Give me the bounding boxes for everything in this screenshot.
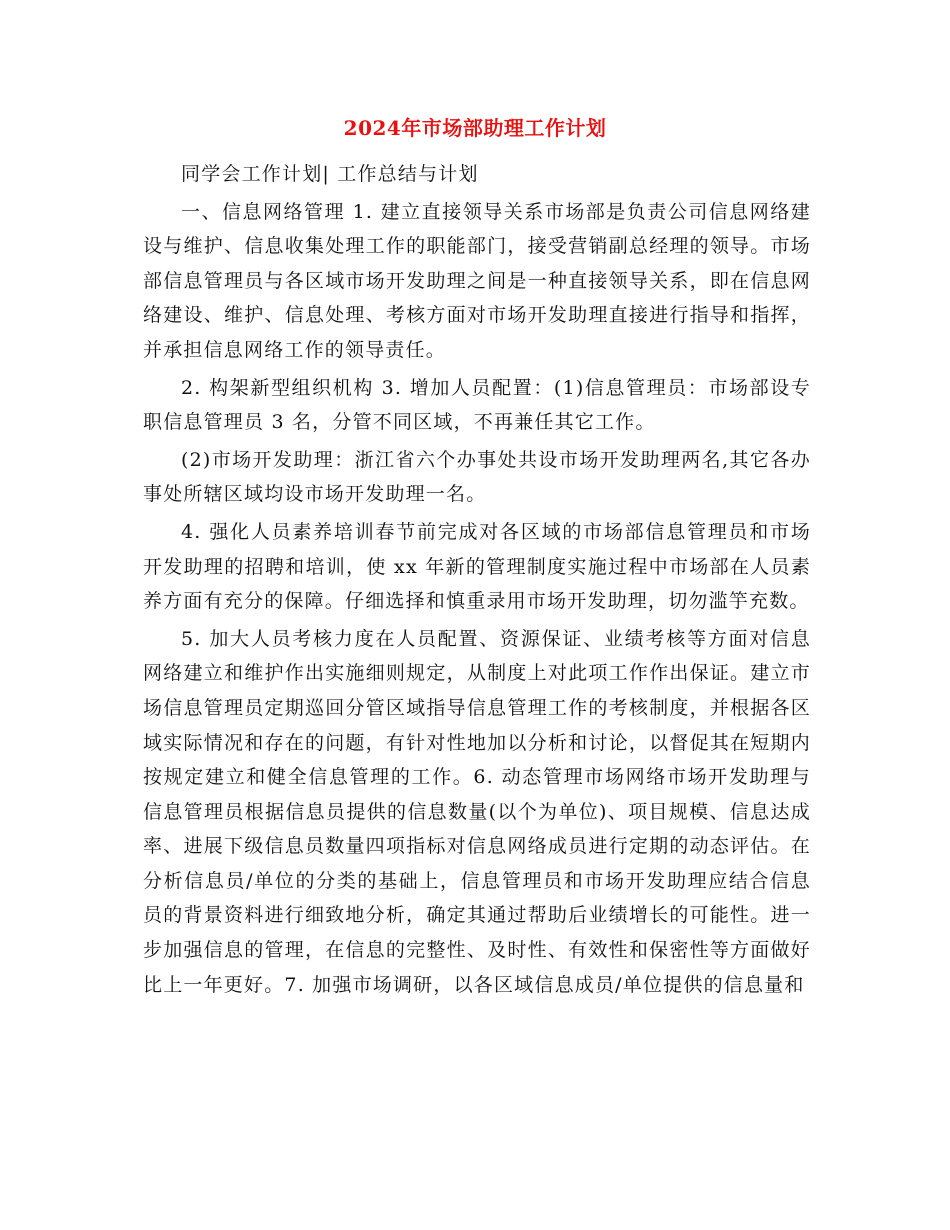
paragraph-subtitle: 同学会工作计划| 工作总结与计划	[181, 163, 479, 185]
paragraph-market-assistant: (2)市场开发助理：浙江省六个办事处共设市场开发助理两名,其它各办事处所辖区域均设市场开发助理一名。	[143, 448, 811, 506]
document-body	[143, 157, 811, 1002]
paragraph-staffing: 2. 构架新型组织机构 3. 增加人员配置：(1)信息管理员：市场部设专职信息管理员 3 名，分管不同区域，不再兼任其它工作。	[143, 376, 811, 434]
paragraph-training: 4. 强化人员素养培训春节前完成对各区域的市场部信息管理员和市场开发助理的招聘和培训，使 xx 年新的管理制度实施过程中市场部在人员素养方面有充分的保障。仔细选择和慎重录用市场开发助理，切勿滥竽充数。	[143, 520, 811, 613]
paragraph-info-network: 一、信息网络管理 1. 建立直接领导关系市场部是负责公司信息网络建设与维护、信息收集处理工作的职能部门，接受营销副总经理的领导。市场部信息管理员与各区域市场开发助理之间是一种直接领导关系，即在信息网络建设、维护、信息处理、考核方面对市场开发助理直接进行指导和指挥，并承担信息网络工作的领导责任。	[143, 200, 811, 361]
paragraph-assessment: 5. 加大人员考核力度在人员配置、资源保证、业绩考核等方面对信息网络建立和维护作出实施细则规定，从制度上对此项工作作出保证。建立市场信息管理员定期巡回分管区域指导信息管理工作的考核制度，并根据各区域实际情况和存在的问题，有针对性地加以分析和讨论，以督促其在短期内按规定建立和健全信息管理的工作。6. 动态管理市场网络市场开发助理与信息管理员根据信息员提供的信息数量(以个为单位)、项目规模、信息达成率、进展下级信息员数量四项指标对信息网络成员进行定期的动态评估。在分析信息员/单位的分类的基础上，信息管理员和市场开发助理应结合信息员的背景资料进行细致地分析，确定其通过帮助后业绩增长的可能性。进一步加强信息的管理，在信息的完整性、及时性、有效性和保密性等方面做好比上一年更好。7. 加强市场调研，以各区域信息成员/单位提供的信息量和	[143, 627, 811, 996]
document-title: 2024年市场部助理工作计划	[343, 116, 607, 140]
